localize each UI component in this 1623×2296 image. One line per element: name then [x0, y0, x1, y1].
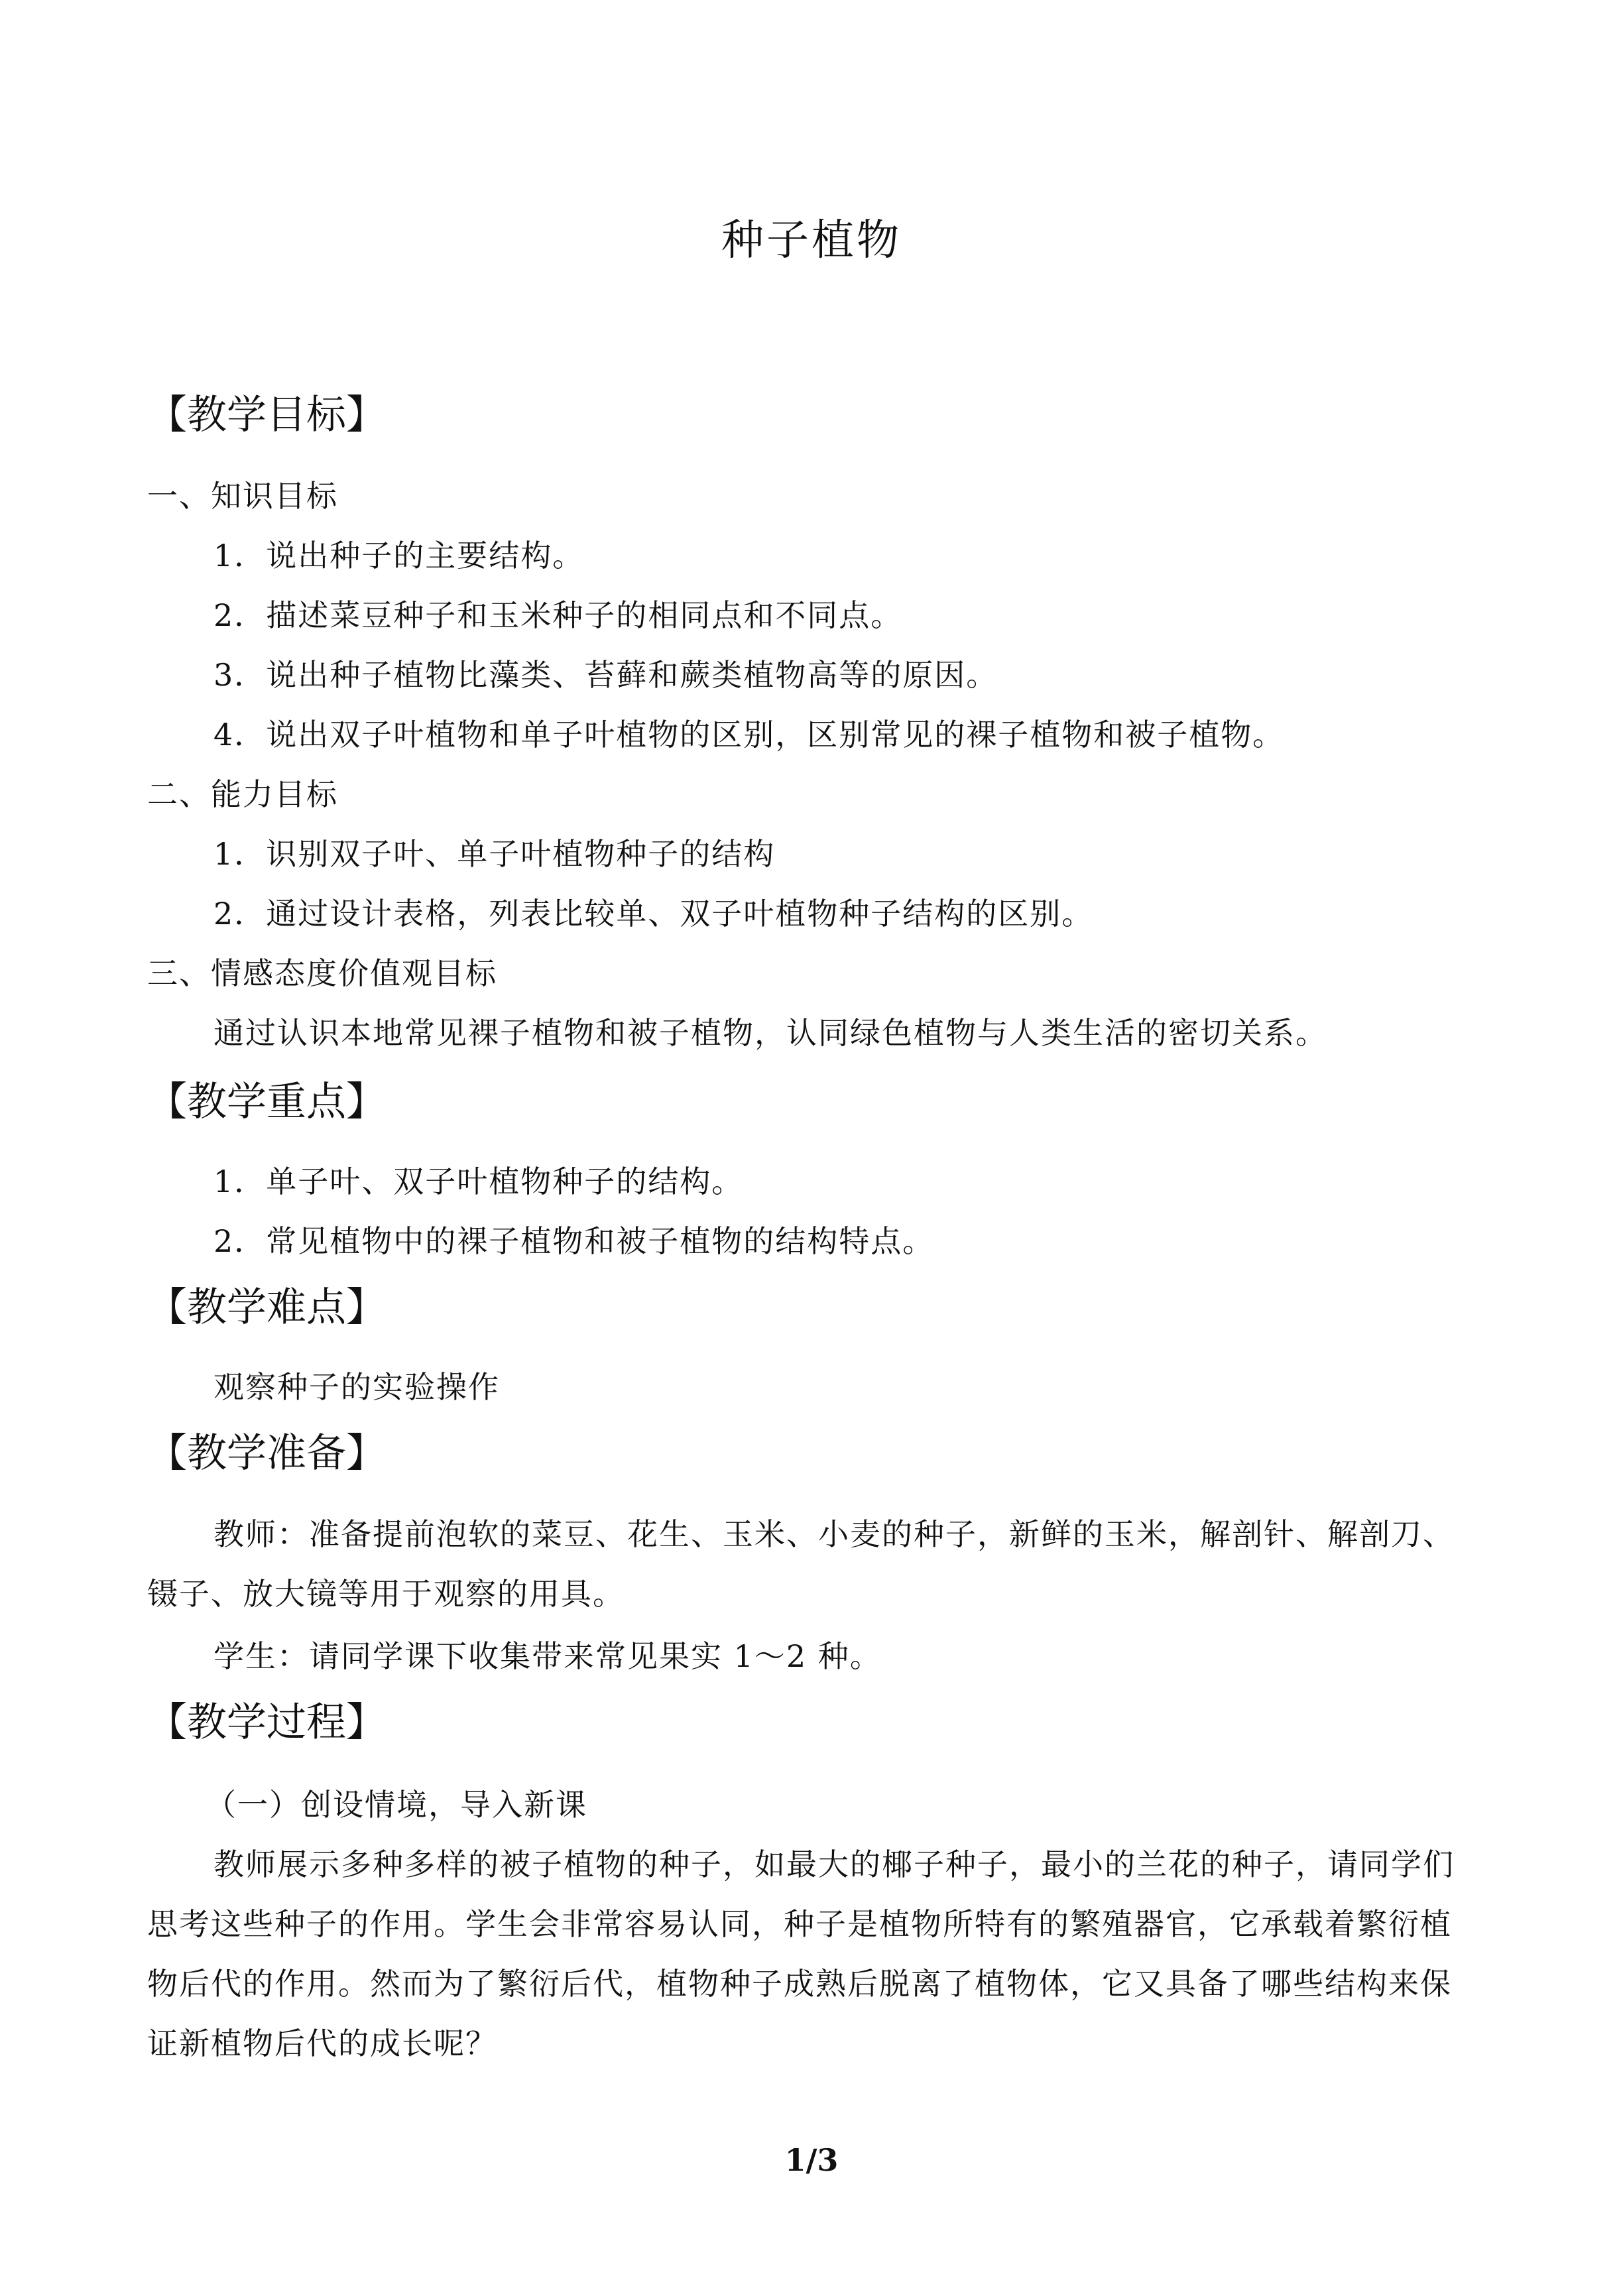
- knowledge-item: 3．说出种子植物比藻类、苔藓和蕨类植物高等的原因。: [213, 657, 998, 693]
- section-heading-preparation: 【教学准备】: [147, 1430, 386, 1477]
- difficulties-text: 观察种子的实验操作: [213, 1369, 500, 1405]
- ability-objectives-label: 二、能力目标: [147, 776, 338, 812]
- ability-item: 1．识别双子叶、单子叶植物种子的结构: [213, 836, 776, 872]
- section-heading-objectives: 【教学目标】: [147, 392, 386, 438]
- page-number: 1/3: [784, 2142, 839, 2178]
- emotion-objectives-label: 三、情感态度价值观目标: [147, 955, 497, 991]
- process-paragraph-line: 思考这些种子的作用。学生会非常容易认同，种子是植物所特有的繁殖器官，它承载着繁衍植: [147, 1906, 1452, 1942]
- preparation-student-line: 学生：请同学课下收集带来常见果实 1～2 种。: [213, 1638, 882, 1674]
- preparation-teacher-line: 镊子、放大镜等用于观察的用具。: [147, 1576, 625, 1612]
- section-heading-key-points: 【教学重点】: [147, 1079, 386, 1125]
- emotion-objectives-text: 通过认识本地常见裸子植物和被子植物，认同绿色植物与人类生活的密切关系。: [213, 1015, 1327, 1051]
- process-step-title: （一）创设情境，导入新课: [206, 1787, 587, 1823]
- process-paragraph-line: 证新植物后代的成长呢？: [147, 2025, 497, 2061]
- key-point-item: 1．单子叶、双子叶植物种子的结构。: [213, 1164, 744, 1199]
- knowledge-item: 1．说出种子的主要结构。: [213, 538, 585, 574]
- knowledge-item: 2．描述菜豆种子和玉米种子的相同点和不同点。: [213, 597, 903, 633]
- process-paragraph-line: 教师展示多种多样的被子植物的种子，如最大的椰子种子，最小的兰花的种子，请同学们: [213, 1846, 1455, 1882]
- section-heading-difficulties: 【教学难点】: [147, 1284, 386, 1331]
- knowledge-item: 4．说出双子叶植物和单子叶植物的区别，区别常见的裸子植物和被子植物。: [213, 717, 1285, 753]
- knowledge-objectives-label: 一、知识目标: [147, 478, 338, 514]
- section-heading-process: 【教学过程】: [147, 1699, 386, 1746]
- preparation-teacher-line: 教师：准备提前泡软的菜豆、花生、玉米、小麦的种子，新鲜的玉米，解剖针、解剖刀、: [213, 1516, 1455, 1552]
- document-title: 种子植物: [721, 216, 902, 265]
- key-point-item: 2．常见植物中的裸子植物和被子植物的结构特点。: [213, 1223, 935, 1259]
- ability-item: 2．通过设计表格，列表比较单、双子叶植物种子结构的区别。: [213, 896, 1094, 932]
- process-paragraph-line: 物后代的作用。然而为了繁衍后代，植物种子成熟后脱离了植物体，它又具备了哪些结构来保: [147, 1966, 1452, 2002]
